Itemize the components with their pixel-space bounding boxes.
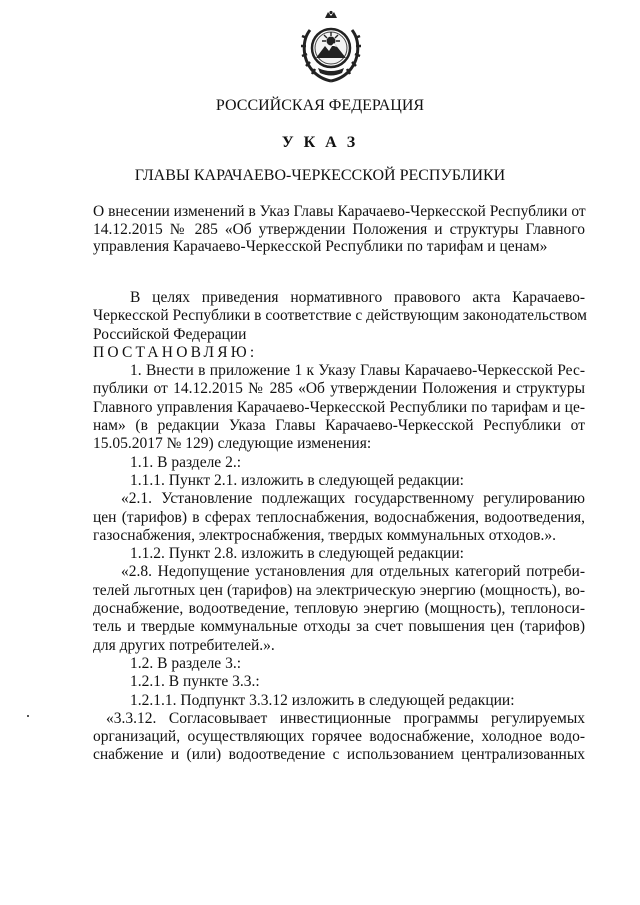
country-heading: РОССИЙСКАЯ ФЕДЕРАЦИЯ <box>215 97 425 114</box>
document-type-heading: У К А З <box>281 134 359 151</box>
item1-line: 15.05.2017 № 129) следующие изменения: <box>93 435 372 453</box>
quote-2-1-line: газоснабжения, электроснабжения, твердых коммунальных отходов.». <box>93 526 556 544</box>
decree-word: ПОСТАНОВЛЯЮ: <box>93 343 258 361</box>
quote-3-3-12-line: «3.3.12. Согласовывает инвестиционные программы регулируемых <box>106 709 585 727</box>
quote-3-3-12-line: организаций, осуществляющих горячее водоснабжение, холодное водо- <box>93 728 585 746</box>
scan-speck <box>27 715 29 717</box>
issuer-heading: ГЛАВЫ КАРАЧАЕВО-ЧЕРКЕССКОЙ РЕСПУБЛИКИ <box>134 167 506 184</box>
coat-of-arms-icon <box>298 10 364 84</box>
quote-2-8-line: телей льготных цен (тарифов) на электрическую энергию (мощность), во- <box>93 581 585 599</box>
item-1-1-1: 1.1.1. Пункт 2.1. изложить в следующей редакции: <box>130 471 464 489</box>
subject-line: О внесении изменений в Указ Главы Карачаево-Черкесской Республики от <box>93 203 586 220</box>
preamble-line: Черкесской Республики в соответствие с действующим законодательством <box>93 307 587 325</box>
document-subject <box>93 203 585 256</box>
item-1-2: 1.2. В разделе 3.: <box>130 654 241 672</box>
item1-line: нам» (в редакции Указа Главы Карачаево-Черкесской Республики от <box>93 417 585 435</box>
subject-line: 14.12.2015 № 285 «Об утверждении Положения и структуры Главного <box>93 220 585 238</box>
document-body <box>93 289 585 765</box>
item-1-1: 1.1. В разделе 2.: <box>130 453 241 471</box>
subject-line: управления Карачаево-Черкесской Республики по тарифам и ценам» <box>93 238 548 255</box>
item1-line: Главного управления Карачаево-Черкесской Республики по тарифам и це- <box>93 398 585 416</box>
quote-2-8-line: «2.8. Недопущение установления для отдельных категорий потреби- <box>121 563 585 581</box>
preamble-line: Российской Федерации <box>93 325 247 343</box>
item1-line: публики от 14.12.2015 № 285 «Об утверждении Положения и структуры <box>93 380 585 398</box>
quote-2-1-line: «2.1. Установление подлежащих государственному регулированию <box>121 490 585 508</box>
quote-2-8-line: для других потребителей.». <box>93 636 275 654</box>
item-1-2-1-1: 1.2.1.1. Подпункт 3.3.12 изложить в следующей редакции: <box>130 691 515 709</box>
quote-2-1-line: цен (тарифов) в сферах теплоснабжения, водоснабжения, водоотведения, <box>93 508 585 526</box>
preamble-line: В целях приведения нормативного правового акта Карачаево- <box>130 289 585 306</box>
quote-3-3-12-line: снабжение и (или) водоотведение с использованием централизованных <box>93 746 585 764</box>
item1-line: 1. Внести в приложение 1 к Указу Главы Карачаево-Черкесской Рес- <box>130 362 585 380</box>
item-1-2-1: 1.2.1. В пункте 3.3.: <box>130 673 260 691</box>
quote-2-8-line: доснабжение, водоотведение, тепловую энергию (мощность), теплоноси- <box>93 600 585 618</box>
quote-2-8-line: тель и твердые коммунальные отходы за счет повышения цен (тарифов) <box>93 618 585 636</box>
item-1-1-2: 1.1.2. Пункт 2.8. изложить в следующей редакции: <box>130 545 464 563</box>
